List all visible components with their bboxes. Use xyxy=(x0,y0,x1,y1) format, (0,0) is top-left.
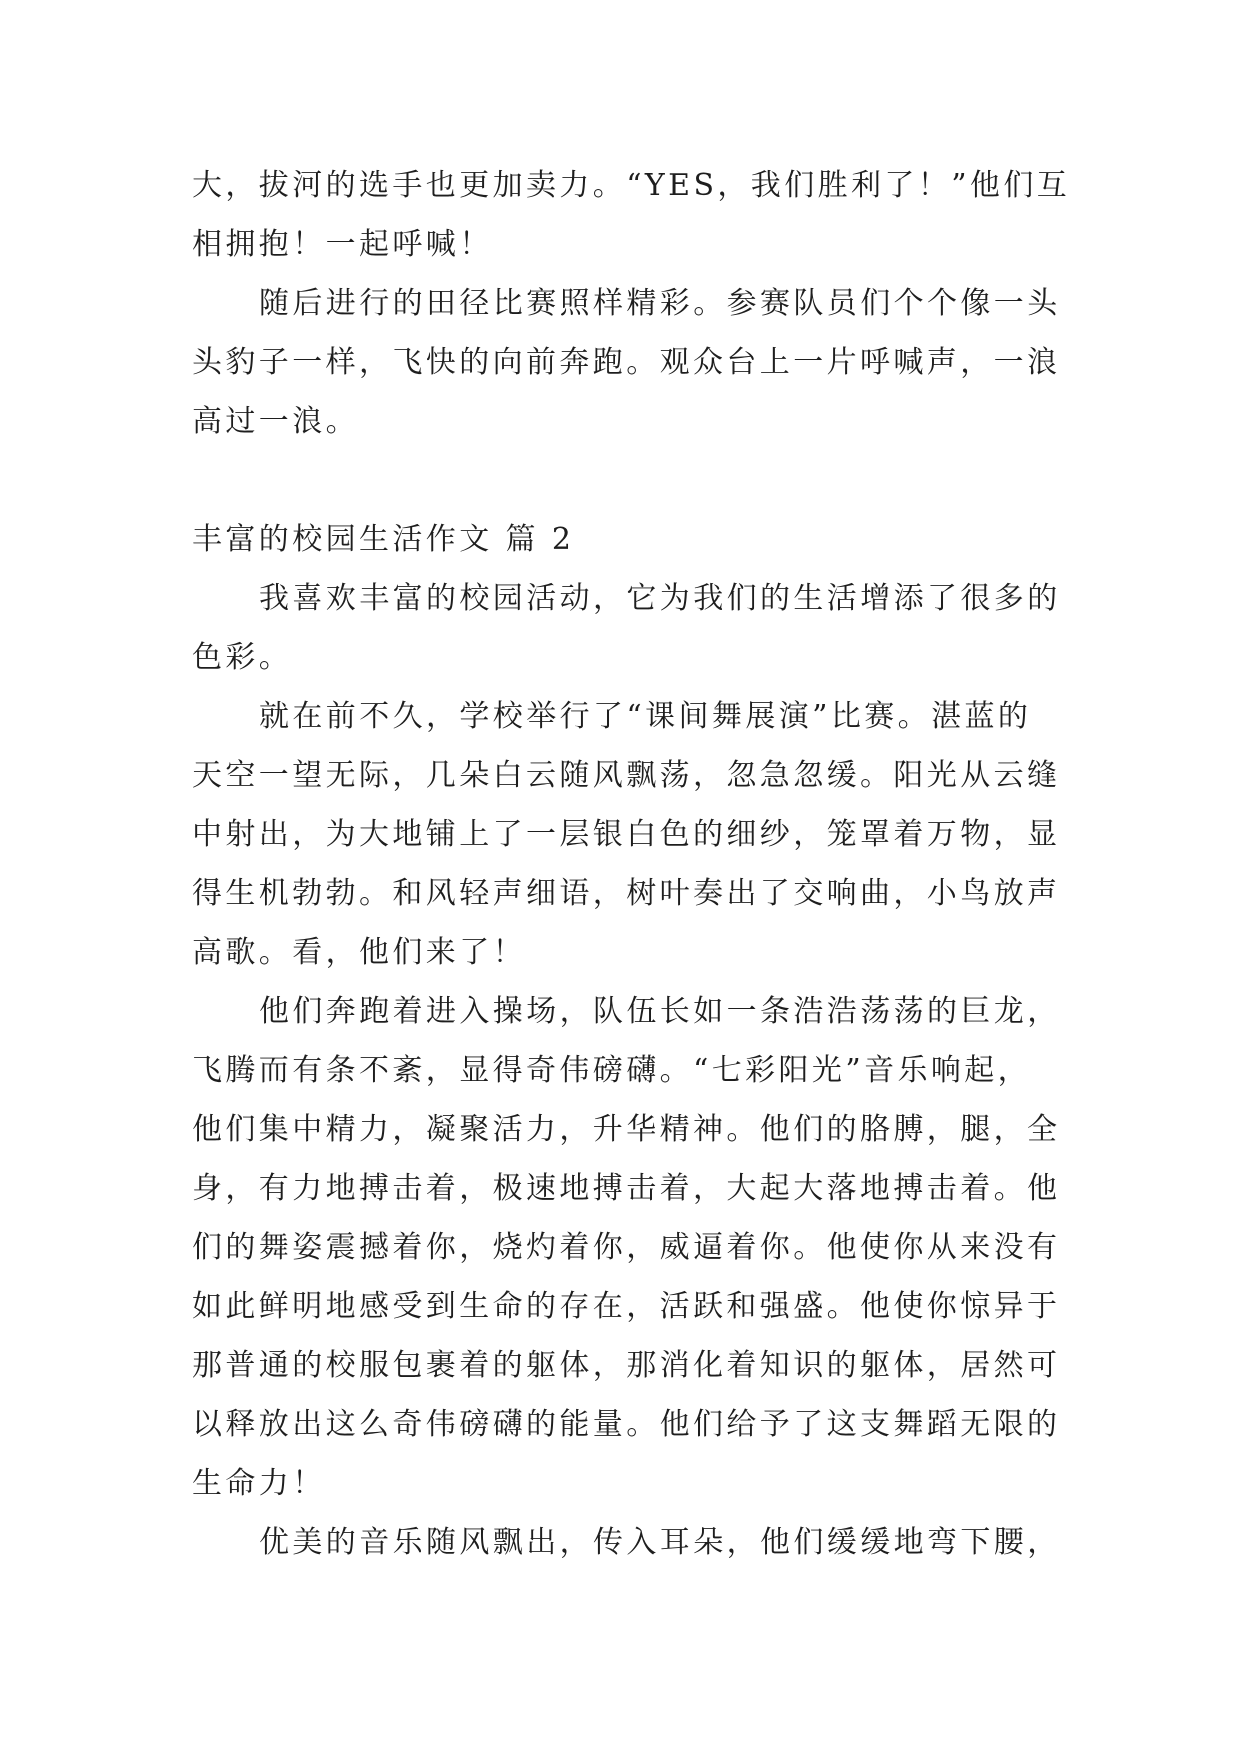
text-line: 他们集中精力，凝聚活力，升华精神。他们的胳膊，腿，全 xyxy=(192,1112,1061,1147)
paragraph-1 xyxy=(192,569,1112,687)
section-spacer xyxy=(192,451,1112,510)
paragraph-continued-2 xyxy=(192,274,1112,451)
text-line: 如此鲜明地感受到生命的存在，活跃和强盛。他使你惊异于 xyxy=(192,1289,1061,1324)
text-line: 他们奔跑着进入操场，队伍长如一条浩浩荡荡的巨龙， xyxy=(259,994,1061,1029)
paragraph-continued-1 xyxy=(192,156,1112,274)
text-line: 天空一望无际，几朵白云随风飘荡，忽急忽缓。阳光从云缝 xyxy=(192,758,1061,793)
text-line: 以释放出这么奇伟磅礴的能量。他们给予了这支舞蹈无限的 xyxy=(192,1407,1061,1442)
text-line: 身，有力地搏击着，极速地搏击着，大起大落地搏击着。他 xyxy=(192,1171,1061,1206)
text-line: 优美的音乐随风飘出，传入耳朵，他们缓缓地弯下腰， xyxy=(259,1525,1061,1560)
text-line: 我喜欢丰富的校园活动，它为我们的生活增添了很多的 xyxy=(259,581,1061,616)
text-line: 飞腾而有条不紊，显得奇伟磅礴。“七彩阳光”音乐响起， xyxy=(192,1053,1032,1088)
paragraph-3 xyxy=(192,982,1112,1513)
text-line: 高过一浪。 xyxy=(192,404,359,439)
text-line: 生命力！ xyxy=(192,1466,326,1501)
text-line: 那普通的校服包裹着的躯体，那消化着知识的躯体，居然可 xyxy=(192,1348,1061,1383)
text-line: 相拥抱！一起呼喊！ xyxy=(192,227,493,262)
text-line: 色彩。 xyxy=(192,640,293,675)
text-line: 就在前不久，学校举行了“课间舞展演”比赛。湛蓝的 xyxy=(259,699,1032,734)
text-line: 头豹子一样，飞快的向前奔跑。观众台上一片呼喊声，一浪 xyxy=(192,345,1061,380)
section-heading: 丰富的校园生活作文 篇 2 xyxy=(192,522,575,557)
text-line: 高歌。看，他们来了！ xyxy=(192,935,526,970)
text-line: 大，拔河的选手也更加卖力。“YES，我们胜利了！”他们互 xyxy=(192,168,1071,203)
text-line: 们的舞姿震撼着你，烧灼着你，威逼着你。他使你从来没有 xyxy=(192,1230,1061,1265)
text-line: 得生机勃勃。和风轻声细语，树叶奏出了交响曲，小鸟放声 xyxy=(192,876,1061,911)
text-column xyxy=(192,156,1112,1572)
paragraph-2 xyxy=(192,687,1112,982)
text-line: 随后进行的田径比赛照样精彩。参赛队员们个个像一头 xyxy=(259,286,1061,321)
paragraph-4 xyxy=(192,1513,1112,1572)
text-line: 中射出，为大地铺上了一层银白色的细纱，笼罩着万物，显 xyxy=(192,817,1061,852)
